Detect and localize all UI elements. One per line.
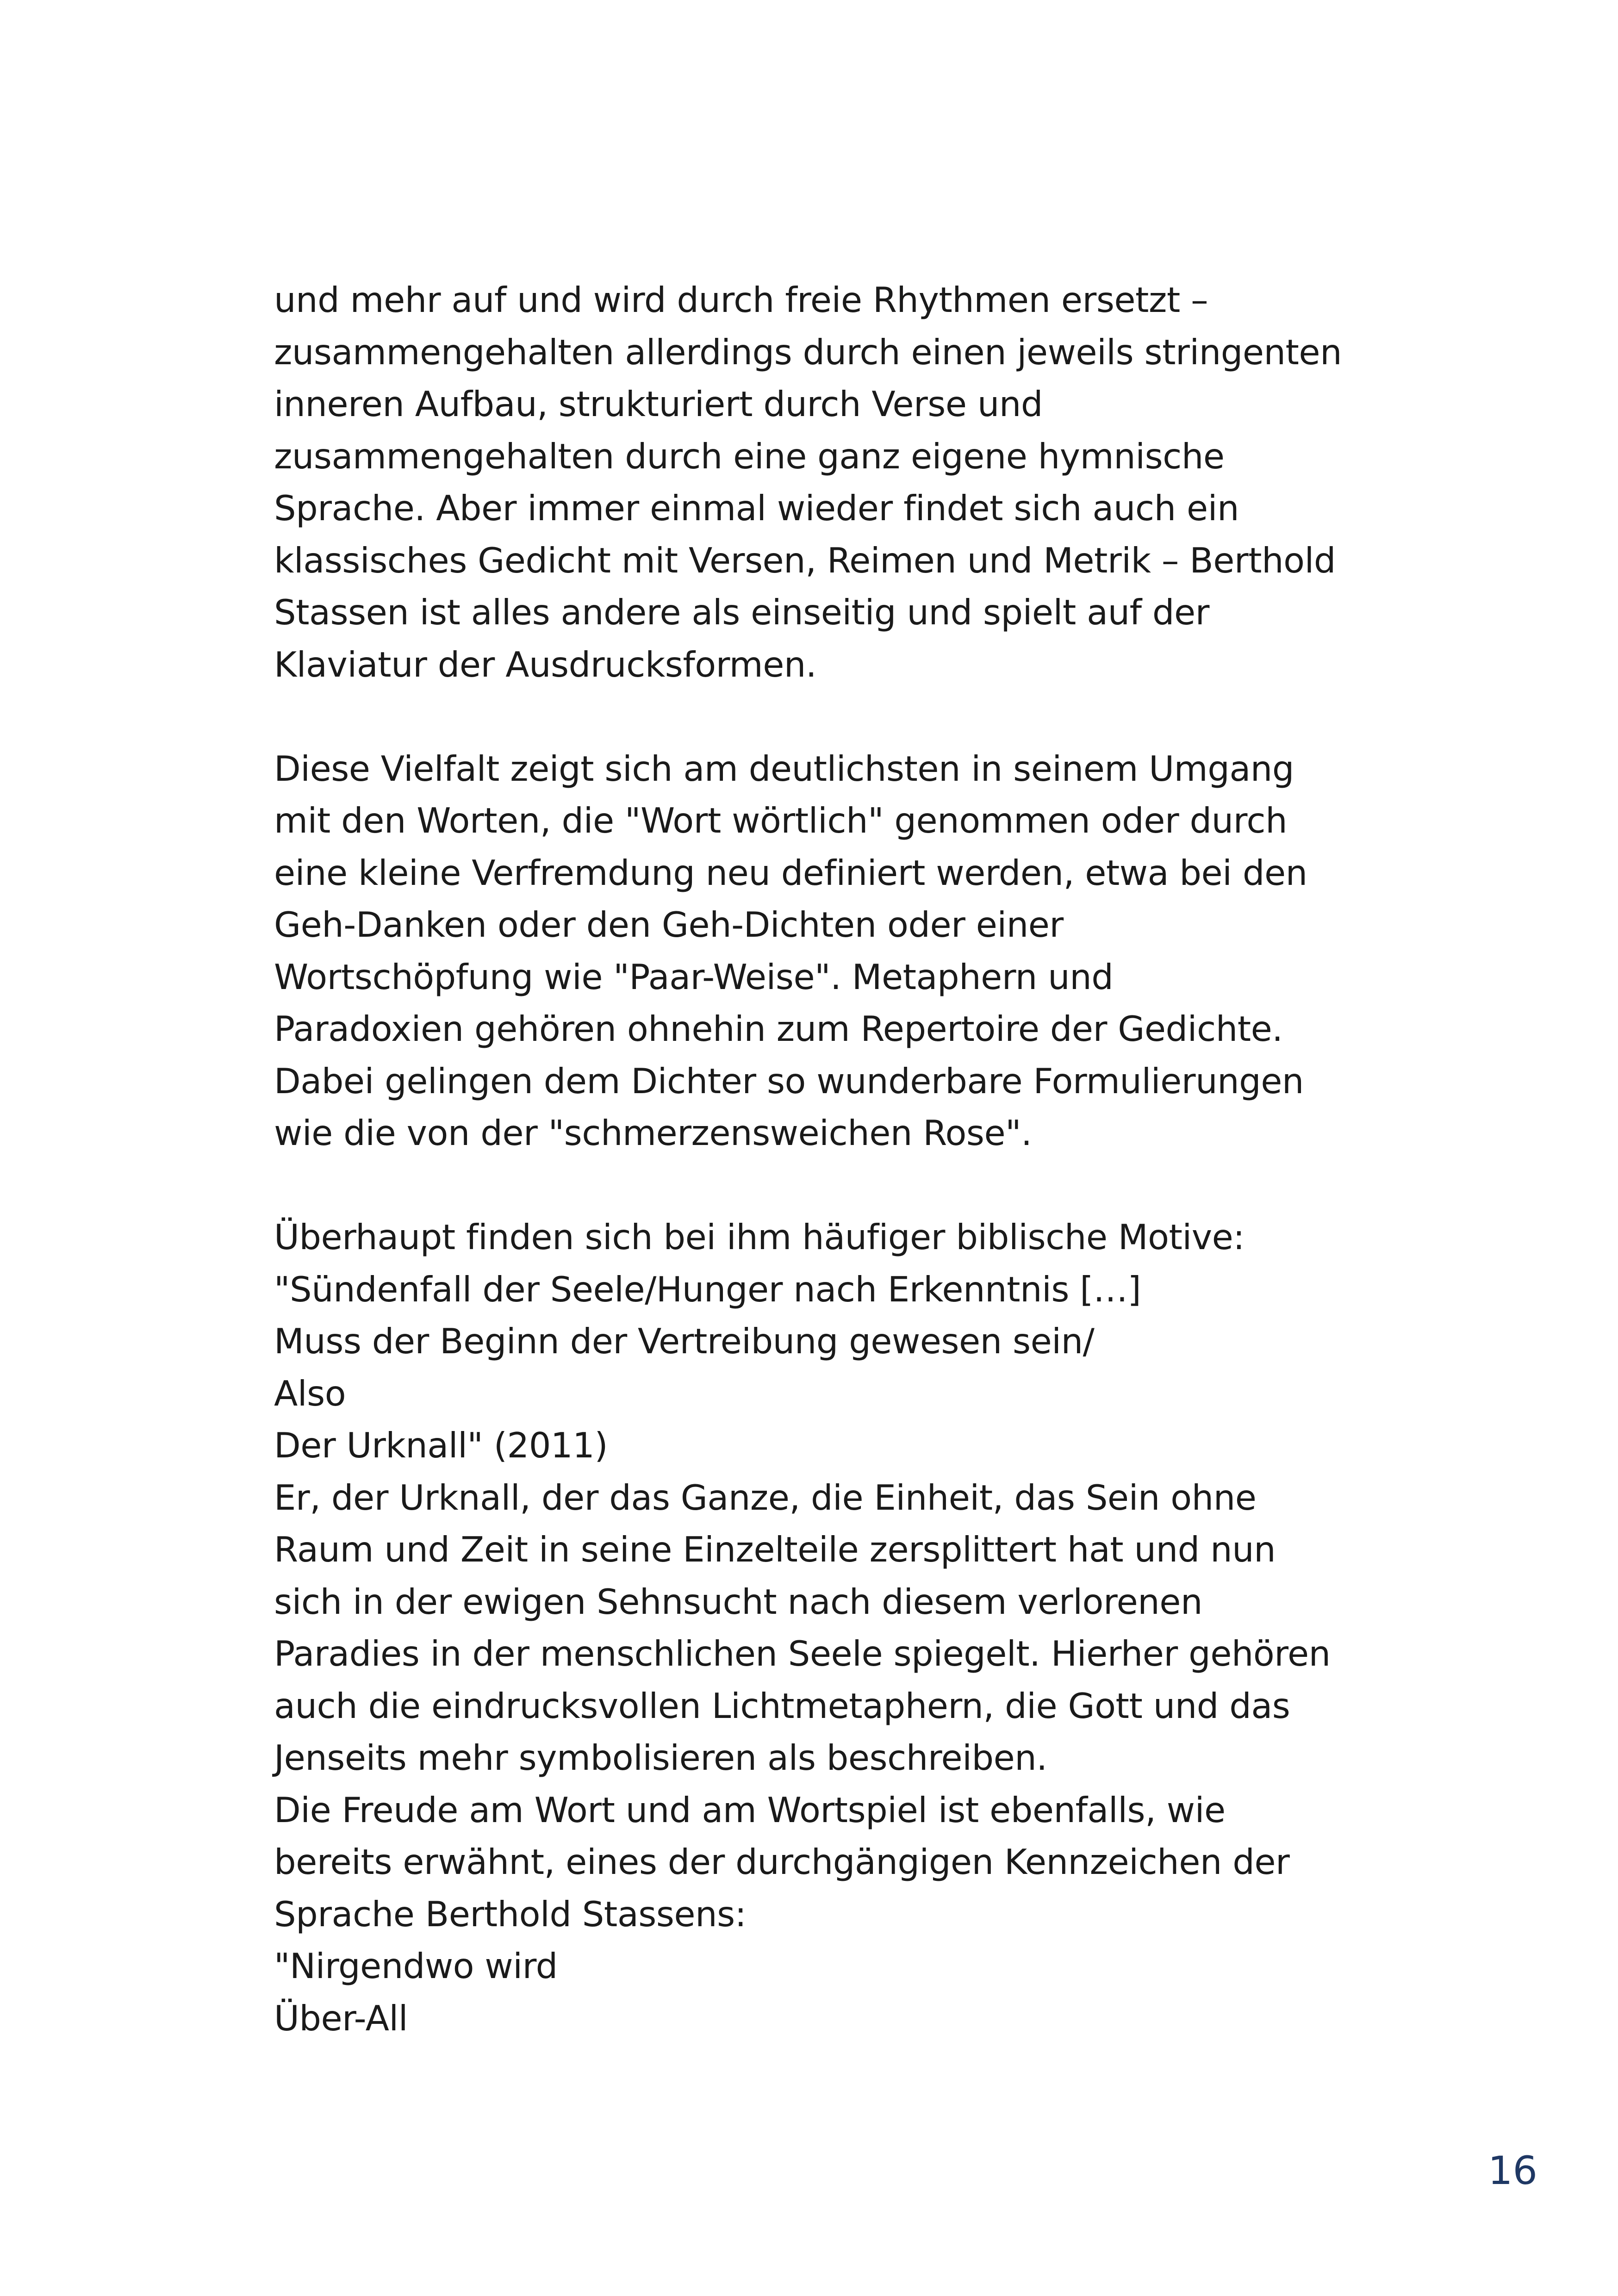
text-line: Wortschöpfung wie "Paar-Weise". Metaphern und <box>274 956 1114 997</box>
text-line: Geh-Danken oder den Geh-Dichten oder einer <box>274 904 1064 945</box>
text-line: "Sündenfall der Seele/Hunger nach Erkenntnis […] <box>274 1269 1141 1310</box>
text-line: auch die eindrucksvollen Lichtmetaphern, die Gott und das <box>274 1685 1290 1726</box>
text-line: eine kleine Verfremdung neu definiert werden, etwa bei den <box>274 852 1307 893</box>
paragraph-3 <box>274 1211 1394 2044</box>
text-line: Sprache Berthold Stassens: <box>274 1893 747 1935</box>
text-line: Stassen ist alles andere als einseitig und spielt auf der <box>274 592 1209 633</box>
text-line: Dabei gelingen dem Dichter so wunderbare Formulierungen <box>274 1060 1304 1101</box>
text-line: "Nirgendwo wird <box>274 1946 558 1986</box>
paragraph-spacer <box>274 691 1394 743</box>
text-line: Über-All <box>274 1997 408 2039</box>
paragraph-spacer <box>274 1159 1394 1212</box>
text-line: Sprache. Aber immer einmal wieder findet sich auch ein <box>274 488 1239 529</box>
text-line: Er, der Urknall, der das Ganze, die Einheit, das Sein ohne <box>274 1477 1257 1518</box>
text-line: Überhaupt finden sich bei ihm häufiger biblische Motive: <box>274 1217 1245 1257</box>
paragraph-2 <box>274 743 1394 1159</box>
text-line: inneren Aufbau, strukturiert durch Verse und <box>274 384 1043 424</box>
text-line: Also <box>274 1373 346 1414</box>
text-line: wie die von der "schmerzensweichen Rose". <box>274 1113 1032 1153</box>
text-line: zusammengehalten durch eine ganz eigene hymnische <box>274 436 1225 477</box>
body-text <box>274 274 1394 2044</box>
text-line: Muss der Beginn der Vertreibung gewesen sein/ <box>274 1321 1095 1362</box>
text-line: Paradoxien gehören ohnehin zum Repertoire der Gedichte. <box>274 1008 1283 1049</box>
text-line: und mehr auf und wird durch freie Rhythmen ersetzt – <box>274 280 1208 320</box>
text-line: bereits erwähnt, eines der durchgängigen Kennzeichen der <box>274 1842 1290 1882</box>
text-line: Diese Vielfalt zeigt sich am deutlichsten in seinem Umgang <box>274 748 1294 789</box>
text-line: Der Urknall" (2011) <box>274 1425 608 1466</box>
text-line: zusammengehalten allerdings durch einen jeweils stringenten <box>274 331 1342 373</box>
text-line: mit den Worten, die "Wort wörtlich" genommen oder durch <box>274 800 1288 841</box>
text-line: Klaviatur der Ausdrucksformen. <box>274 644 817 685</box>
text-line: klassisches Gedicht mit Versen, Reimen und Metrik – Berthold <box>274 540 1336 581</box>
paragraph-1 <box>274 274 1394 691</box>
text-line: Jenseits mehr symbolisieren als beschreiben. <box>274 1737 1047 1778</box>
text-line: Die Freude am Wort und am Wortspiel ist ebenfalls, wie <box>274 1789 1226 1830</box>
text-line: Raum und Zeit in seine Einzelteile zersplittert hat und nun <box>274 1529 1276 1570</box>
page-number: 16 <box>1488 2148 1537 2193</box>
text-line: Paradies in der menschlichen Seele spiegelt. Hierher gehören <box>274 1633 1331 1674</box>
text-line: sich in der ewigen Sehnsucht nach diesem verlorenen <box>274 1581 1202 1622</box>
